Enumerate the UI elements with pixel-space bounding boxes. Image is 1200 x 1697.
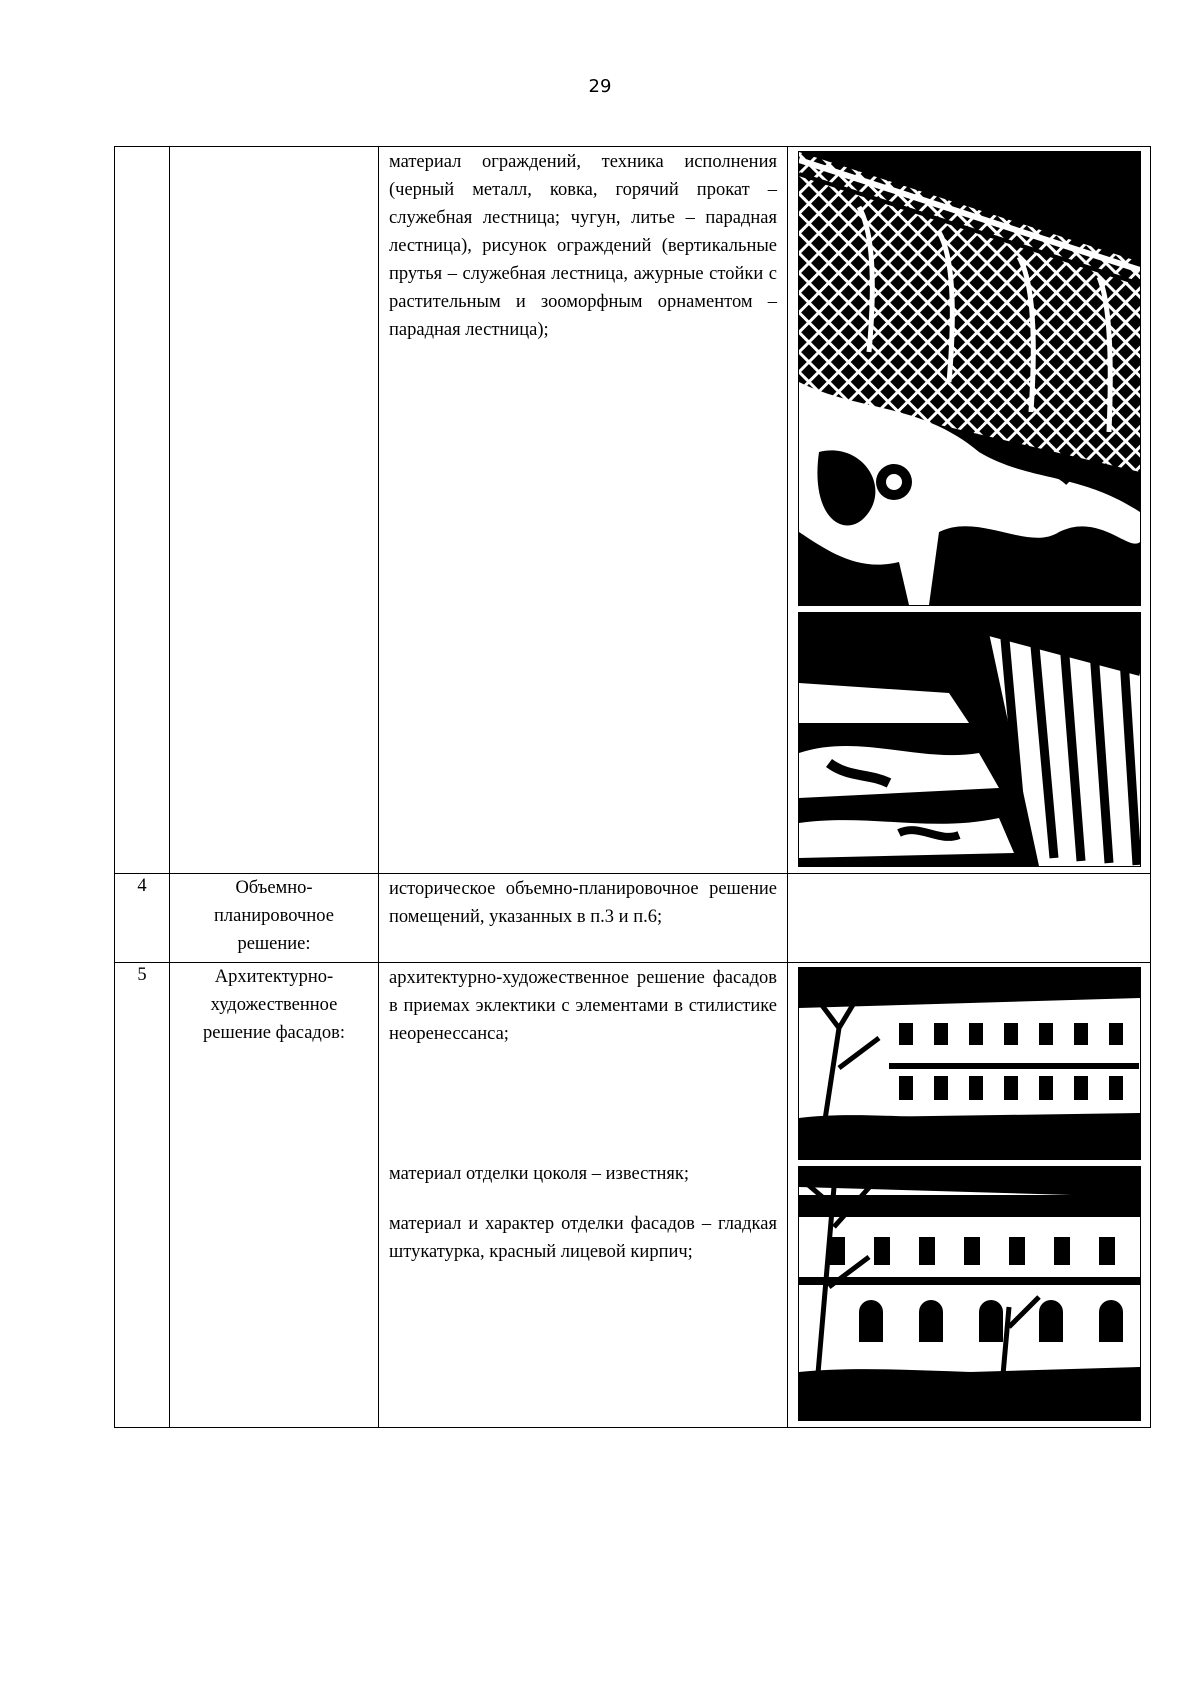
- page-number: 29: [588, 76, 612, 97]
- plinth-material-description: материал отделки цоколя – известняк;: [389, 1164, 689, 1184]
- row-description: [379, 874, 788, 963]
- table-row: [115, 147, 1151, 874]
- photo-cell: [788, 963, 1151, 1428]
- railings-description: материал ограждений, техника исполнения (черный металл, ковка, горячий прокат – служебная лестница; чугун, литье – парадная лестница), рисунок ограждений (вертикальные прутья – служебная лестница, ажурные стойки с растительным и зооморфным орнаментом – парадная лестница);: [389, 152, 777, 340]
- row-name: Архитектурно-художественное решение фасадов:: [170, 963, 379, 1428]
- row-number: 5: [115, 963, 170, 1428]
- table-row: [115, 963, 1151, 1428]
- photo-cell-empty: [788, 874, 1151, 963]
- facade-style-description: архитектурно-художественное решение фасадов в приемах эклектики с элементами в стилистике неоренессанса;: [389, 968, 777, 1044]
- protected-elements-table: [114, 146, 1151, 1428]
- planning-description: историческое объемно-планировочное решение помещений, указанных в п.3 и п.6;: [389, 879, 777, 927]
- row-name: [170, 147, 379, 874]
- photo-facade-general-view: [798, 967, 1141, 1160]
- photo-staircase-railing-cast-iron: [798, 151, 1141, 606]
- row-description: [379, 963, 788, 1428]
- row-number: 4: [115, 874, 170, 963]
- row-number: [115, 147, 170, 874]
- row-name: Объемно-планировочное решение:: [170, 874, 379, 963]
- photo-service-stair-railing: [798, 612, 1141, 867]
- photo-facade-detail: [798, 1166, 1141, 1421]
- facade-finish-description: материал и характер отделки фасадов – гладкая штукатурка, красный лицевой кирпич;: [389, 1214, 777, 1262]
- photo-cell: [788, 147, 1151, 874]
- table-row: [115, 874, 1151, 963]
- row-description: [379, 147, 788, 874]
